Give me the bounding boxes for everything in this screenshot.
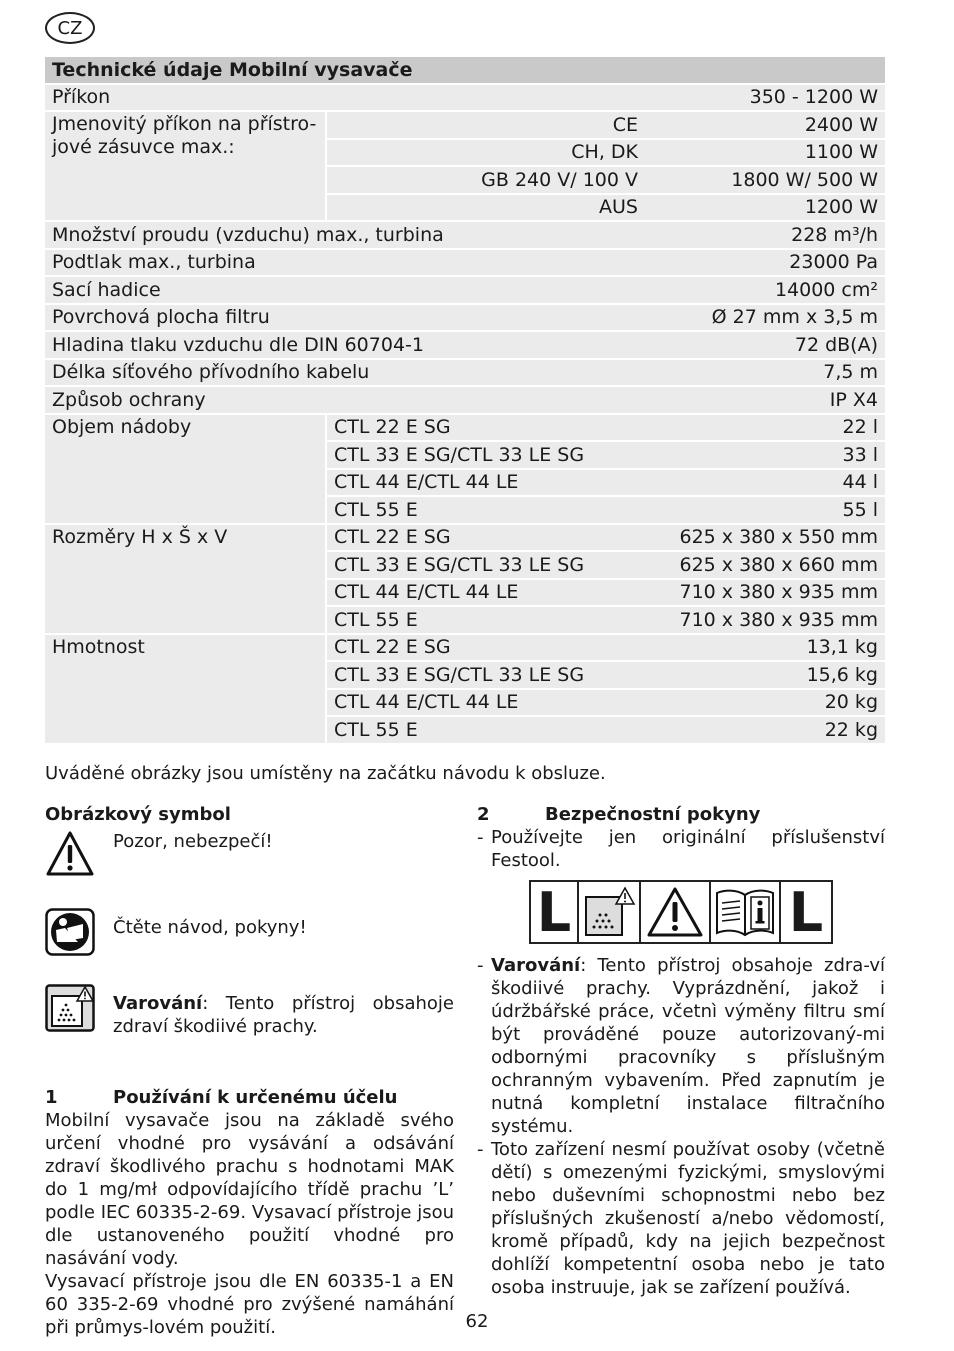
language-badge: CZ bbox=[45, 12, 95, 44]
symbol-danger-text: Pozor, nebezpečí! bbox=[113, 831, 273, 852]
symbol-row-read bbox=[45, 890, 454, 952]
dust-class-label-strip bbox=[529, 880, 833, 944]
info-manual-icon bbox=[711, 882, 781, 942]
table-row: CTL 44 E/CTL 44 LE 44 l bbox=[45, 470, 885, 496]
table-row: Způsob ochrany IP X4 bbox=[45, 387, 885, 413]
table-row: AUS 1200 W bbox=[45, 195, 885, 221]
read-manual-icon bbox=[45, 908, 95, 956]
symbols-heading: Obrázkový symbol bbox=[45, 804, 231, 825]
dust-hazard-icon bbox=[579, 882, 641, 942]
table-title: Technické údaje Mobilní vysavače bbox=[45, 57, 885, 83]
table-row: GB 240 V/ 100 V 1800 W/ 500 W bbox=[45, 167, 885, 193]
table-row: Hmotnost CTL 22 E SG 13,1 kg bbox=[45, 635, 885, 661]
table-row: Délka síťového přívodního kabelu 7,5 m bbox=[45, 360, 885, 386]
table-row: CTL 55 E 22 kg bbox=[45, 717, 885, 743]
table-row: CTL 44 E/CTL 44 LE 710 x 380 x 935 mm bbox=[45, 580, 885, 606]
technical-data-table bbox=[45, 55, 885, 745]
section1-paragraph: Vysavací přístroje jsou dle EN 60335-1 a EN 60 335-2-69 vhodné pro zvýšené namáhání při průmys-lovém použití. bbox=[45, 1271, 454, 1338]
list-item: - Varování: Tento přístroj obsahoje zdra-ví škodiivé prachy. Vyprázdnění, jakož i údržbářské práce, včetnì výměny filtru smí být prováděné pouze autorizovaný-mi odbornými pracovníky s příslušným ochranným vybavením. Před zapnutím je nutná kompletní instalace filtračního systému. bbox=[477, 955, 885, 1137]
warning-triangle-icon bbox=[641, 882, 711, 942]
warning-triangle-icon bbox=[45, 830, 95, 878]
table-row: CTL 55 E 710 x 380 x 935 mm bbox=[45, 607, 885, 633]
dust-hazard-icon bbox=[45, 984, 95, 1032]
table-row: Podtlak max., turbina 23000 Pa bbox=[45, 250, 885, 276]
section1-heading: 1 Používání k určenému účelu bbox=[45, 1087, 398, 1108]
symbol-row-warning bbox=[45, 952, 454, 1052]
table-row: CTL 44 E/CTL 44 LE 20 kg bbox=[45, 690, 885, 716]
section1-paragraph: Mobilní vysavače jsou na základě svého určení vhodné pro vysávání a odsávání zdraví škodlivého prachu s hodnotami MAK do 1 mg/mł odpovídajícího třídě prachu ’L’ podle IEC 60335-2-69. Vysavací přístroje jsou dle ustanoveného použití vhodné pro nasávání vody. bbox=[45, 1110, 454, 1269]
table-row: CTL 55 E 55 l bbox=[45, 497, 885, 523]
dust-class-letter: L bbox=[531, 882, 579, 942]
right-column bbox=[477, 803, 885, 1299]
section2-heading: 2 Bezpečnostní pokyny bbox=[477, 804, 761, 825]
table-row: CTL 33 E SG/CTL 33 LE SG 625 x 380 x 660 mm bbox=[45, 552, 885, 578]
intro-text: Uváděné obrázky jsou umístěny na začátku návodu k obsluze. bbox=[45, 763, 606, 784]
list-item: - Toto zařízení nesmí používat osoby (včetně dětí) s omezenými fyzickými, smyslovými nebo duševními schopnostmi nebo bez příslušných zkušeností a/nebo vědomostí, kromě případů, kdy na jejich bezpečnost dohlíží kompetentní osoba nebo je tato osoba instruuje, jak se zařízení používá. bbox=[477, 1139, 885, 1298]
table-row: CH, DK 1100 W bbox=[45, 140, 885, 166]
page-number: 62 bbox=[465, 1311, 489, 1332]
table-row: Povrchová plocha filtru Ø 27 mm x 3,5 m bbox=[45, 305, 885, 331]
table-row: Objem nádoby CTL 22 E SG 22 l bbox=[45, 415, 885, 441]
list-item: - Používejte jen originální příslušenství Festool. bbox=[477, 827, 885, 871]
table-row: CTL 33 E SG/CTL 33 LE SG 33 l bbox=[45, 442, 885, 468]
table-row: Hladina tlaku vzduchu dle DIN 60704-1 72 dB(A) bbox=[45, 332, 885, 358]
symbol-read-text: Čtěte návod, pokyny! bbox=[113, 917, 307, 938]
table-row: Rozměry H x Š x V CTL 22 E SG 625 x 380 x 550 mm bbox=[45, 525, 885, 551]
table-row: Sací hadice 14000 cm² bbox=[45, 277, 885, 303]
table-row: Příkon 350 - 1200 W bbox=[45, 85, 885, 111]
left-column bbox=[45, 803, 454, 1339]
dust-class-letter: L bbox=[788, 880, 824, 944]
symbol-row-danger bbox=[45, 830, 454, 890]
table-row: Jmenovitý příkon na přístro-jové zásuvce max.: CE 2400 W bbox=[45, 112, 885, 138]
symbol-warning-text: Varování: Tento přístroj obsahoje zdraví škodiivé prachy. bbox=[113, 993, 454, 1037]
table-row: Množství proudu (vzduchu) max., turbina 228 m³/h bbox=[45, 222, 885, 248]
table-row: CTL 33 E SG/CTL 33 LE SG 15,6 kg bbox=[45, 662, 885, 688]
